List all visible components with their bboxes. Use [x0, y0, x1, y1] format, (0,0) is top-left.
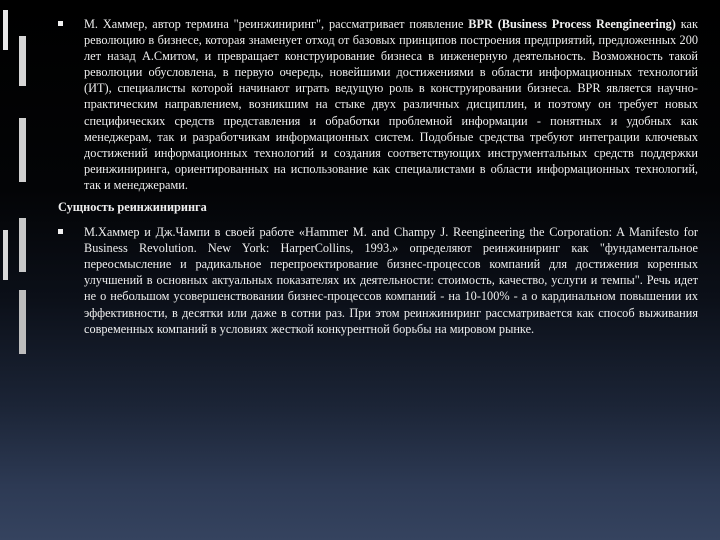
section-heading: Сущность реинжиниринга: [58, 200, 207, 215]
bpr-term: BPR (Business Process Reengineering): [468, 17, 676, 31]
square-bullet-icon: [58, 229, 63, 234]
slide-content: [58, 16, 698, 337]
bullet-item: [58, 224, 698, 337]
decorative-bar: [19, 218, 26, 272]
square-bullet-icon: [58, 21, 63, 26]
decorative-bar: [19, 290, 26, 354]
decorative-bar: [19, 118, 26, 182]
decorative-bar: [19, 36, 26, 86]
paragraph-suffix: как революцию в бизнесе, которая знаменует отход от базовых принципов построения предприятий, предложенных 200 лет назад А.Смитом, и превращает конструирование бизнеса в инженерную деятельность. Возможность такой революции обусловлена, в первую очередь, новейшими достижениями в области информационных технологий (ИТ), специалисты которой начинают играть ведущую роль в конструировании бизнеса. BPR является научно-практическим направлением, возникшим на стыке двух различных дисциплин, и поэтому он требует новых специфических средств представления и обработки проблемной информации - понятных и удобных как менеджерам, так и разработчикам информационных систем. Подобные средства требуют интеграции ключевых достижений информационных технологий и создания соответствующих инструментальных средств поддержки реинжиниринга, ориентированных на использование как специалистами в области информационных технологий, так и менеджерами.: [84, 17, 698, 192]
bullet-item: [58, 16, 698, 193]
paragraph-prefix: М. Хаммер, автор термина "реинжиниринг", рассматривает появление: [84, 17, 469, 31]
decorative-bar: [3, 10, 8, 50]
paragraph-bpr: [84, 16, 698, 193]
paragraph-definition: М.Хаммер и Дж.Чампи в своей работе «Hammer M. and Champy J. Reengineering the Corporation: A Manifesto for Business Revolution. New York: HarperCollins, 1993.» определяют реинжиниринг как "фундаментальное переосмысление и радикальное перепроектирование бизнес-процессов компаний для достижения коренных улучшений в основных актуальных показателях их деятельности: стоимость, качество, услуги и темпы". Речь идет не о небольшом усовершенствовании бизнес-процессов компаний - на 10-100% - а о кардинальном повышении их эффективности, в десятки или даже в сотни раз. При этом реинжиниринг рассматривается как способ выживания современных компаний в условиях жесткой конкурентной борьбы на мировом рынке.: [84, 225, 698, 336]
decorative-bar: [3, 230, 8, 280]
